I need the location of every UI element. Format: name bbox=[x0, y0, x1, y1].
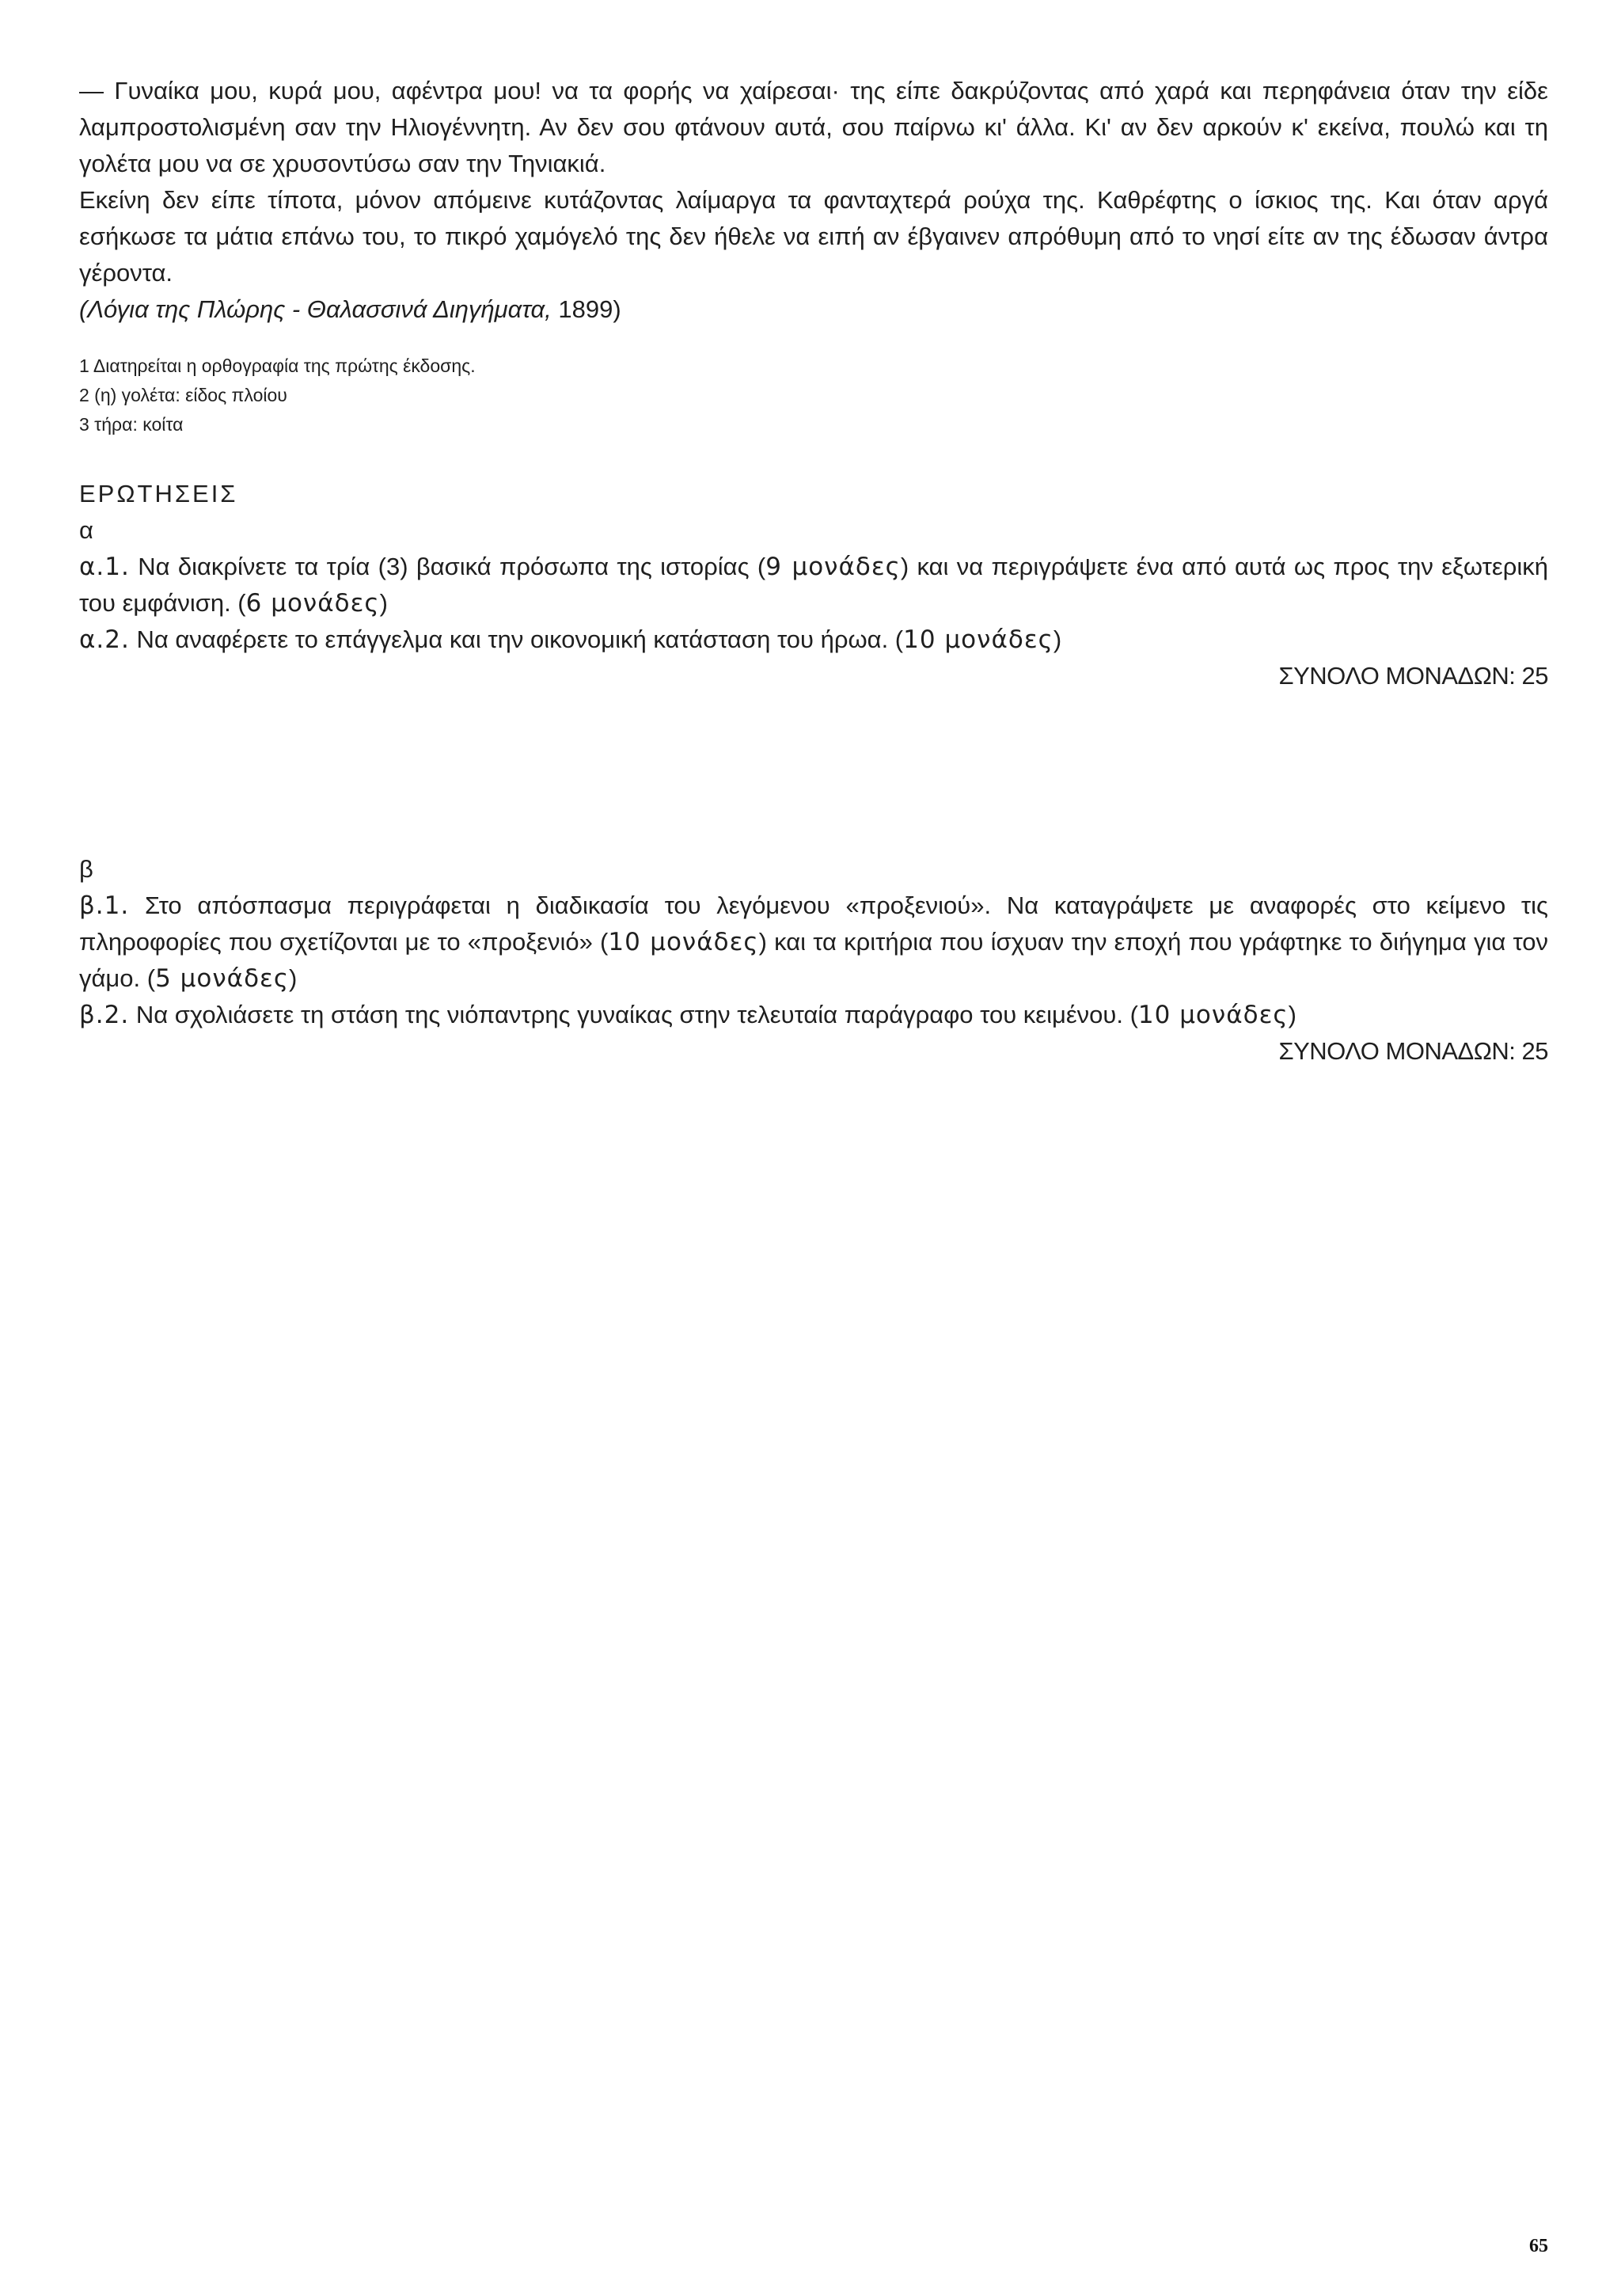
passage-citation bbox=[79, 291, 1548, 328]
section-alpha-total: ΣΥΝΟΛΟ ΜΟΝΑΔΩΝ: 25 bbox=[1278, 662, 1548, 690]
footnote-2: 2 (η) γολέτα: είδος πλοίου bbox=[79, 385, 287, 405]
question-beta-1-points-b: 5 μονάδες bbox=[155, 964, 290, 993]
question-alpha-1-points-b: 6 μονάδες bbox=[245, 589, 380, 618]
footnotes bbox=[79, 352, 1548, 439]
question-alpha-1-text-c: ) bbox=[379, 589, 388, 617]
question-alpha-2-label: α.2. bbox=[79, 625, 130, 654]
question-beta-2-text-a: Να σχολιάσετε τη στάση της νιόπαντρης γυναίκας στην τελευταία παράγραφο του κειμένου. ( bbox=[129, 1001, 1138, 1028]
question-alpha-2 bbox=[79, 622, 1548, 658]
question-alpha-2-text-b: ) bbox=[1053, 625, 1062, 653]
section-beta-total: ΣΥΝΟΛΟ ΜΟΝΑΔΩΝ: 25 bbox=[1278, 1037, 1548, 1065]
citation-title: (Λόγια της Πλώρης - Θαλασσινά Διηγήματα, bbox=[79, 295, 552, 323]
question-beta-1 bbox=[79, 888, 1548, 997]
question-alpha-1 bbox=[79, 549, 1548, 622]
question-beta-1-text-c: ) bbox=[289, 964, 298, 992]
question-beta-1-text-a: Στο απόσπασμα περιγράφεται η διαδικασία του λεγόμενου «προξενιού». Να καταγράψετε με αναφορές στο κείμενο τις πληροφορίες που σχετίζονται με το «προξενιό» ( bbox=[79, 891, 1548, 956]
document-page bbox=[79, 73, 1548, 1070]
section-alpha-letter: α bbox=[79, 516, 93, 544]
questions-heading: ΕΡΩΤΗΣΕΙΣ bbox=[79, 480, 238, 507]
question-beta-2-points: 10 μονάδες bbox=[1137, 1001, 1289, 1029]
question-beta-1-points-a: 10 μονάδες bbox=[608, 928, 759, 956]
passage-paragraph-2: Εκείνη δεν είπε τίποτα, μόνον απόμεινε κυτάζοντας λαίμαργα τα φανταχτερά ρούχα της. Καθρέφτης ο ίσκιος της. Και όταν αργά εσήκωσε τα μάτια επάνω του, το πικρό χαμόγελό της δεν ήθελε να ειπή αν έβγαινεν απρόθυμη από το νησί είτε αν της έδωσαν άντρα γέροντα. bbox=[79, 186, 1548, 287]
footnote-3: 3 τήρα: κοίτα bbox=[79, 414, 184, 435]
question-alpha-1-text-b: ) και να περιγράψετε ένα από αυτά ως προς την εξωτερική του εμφάνιση. ( bbox=[79, 553, 1548, 617]
question-alpha-1-label: α.1. bbox=[79, 553, 130, 581]
passage-paragraph-1: — Γυναίκα μου, κυρά μου, αφέντρα μου! να τα φορής να χαίρεσαι· της είπε δακρύζοντας από χαρά και περηφάνεια όταν την είδε λαμπροστολισμένη σαν την Ηλιογέννητη. Αν δεν σου φτάνουν αυτά, σου παίρνω κι' άλλα. Κι' αν δεν αρκούν κ' εκείνα, πουλώ και τη γολέτα μου να σε χρυσοντύσω σαν την Τηνιακιά. bbox=[79, 77, 1548, 177]
page-number: 65 bbox=[1529, 2236, 1548, 2256]
question-beta-2 bbox=[79, 997, 1548, 1033]
question-beta-2-text-b: ) bbox=[1288, 1001, 1296, 1028]
question-alpha-2-text-a: Να αναφέρετε το επάγγελμα και την οικονομική κατάσταση του ήρωα. ( bbox=[129, 625, 904, 653]
footnote-1: 1 Διατηρείται η ορθογραφία της πρώτης έκδοσης. bbox=[79, 355, 476, 376]
question-alpha-1-points-a: 9 μονάδες bbox=[765, 553, 901, 581]
question-alpha-2-points: 10 μονάδες bbox=[903, 625, 1053, 654]
section-spacer bbox=[79, 694, 1548, 851]
question-alpha-1-text-a: Να διακρίνετε τα τρία (3) βασικά πρόσωπα της ιστορίας ( bbox=[129, 553, 766, 580]
citation-year: 1899) bbox=[551, 295, 621, 323]
question-beta-1-label: β.1. bbox=[79, 891, 130, 920]
question-beta-2-label: β.2. bbox=[79, 1001, 130, 1029]
question-beta-1-text-b: ) και τα κριτήρια που ίσχυαν την εποχή που γράφτηκε το διήγημα για τον γάμο. ( bbox=[79, 928, 1548, 992]
section-beta-letter: β bbox=[79, 855, 93, 883]
